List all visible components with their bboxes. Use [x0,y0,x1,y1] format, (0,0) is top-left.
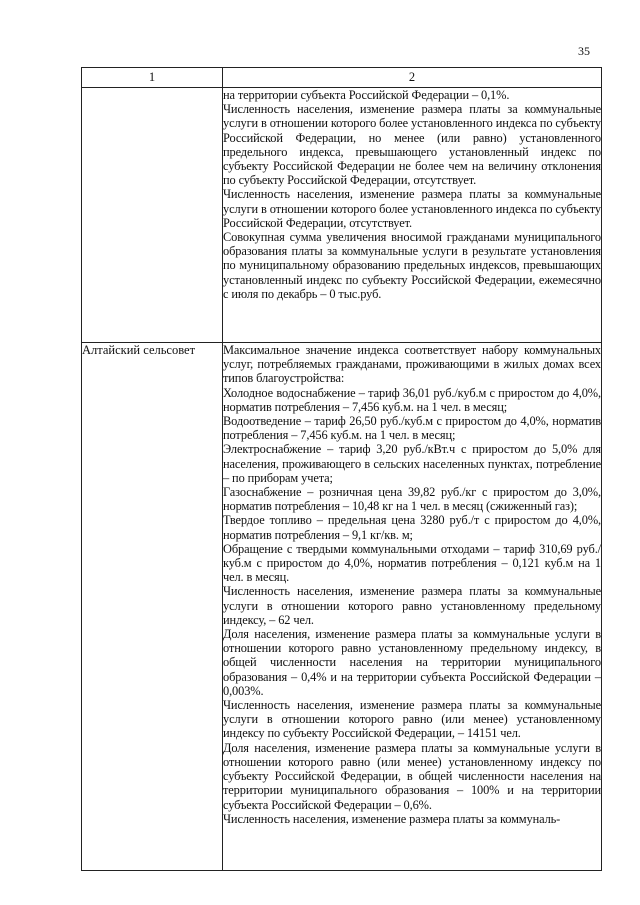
paragraph: Холодное водоснабжение – тариф 36,01 руб./куб.м с приростом до 4,0%, норматив потребления – 7,456 куб.м. на 1 чел. в месяц; [223,385,601,414]
paragraph: Обращение с твердыми коммунальными отходами – тариф 310,69 руб./куб.м с приростом до 4,0%, норматив потребления – 0,121 куб.м на 1 чел. в месяц. [223,541,601,585]
paragraph: Численность населения, изменение размера платы за коммуналь- [223,811,561,826]
paragraph: Доля населения, изменение размера платы за коммунальные услуги в отношении которого равно установленному предельному индексу, в общей численности населения на территории муниципального образования – 0,4% и на территории субъекта Российской Федерации – 0,003%. [223,627,601,698]
description-cell [223,88,602,343]
paragraph: Доля населения, изменение размера платы за коммунальные услуги в отношении которого равно (или менее) установленному индексу по субъекту Российской Федерации, в общей численности населения на территории муниципального образования – 100% и на территории субъекта Российской Федерации – 0,6%. [223,740,601,812]
paragraph: Совокупная сумма увеличения вносимой гражданами муниципального образования платы за коммунальные услуги в результате установления по муниципальному образованию предельных индексов, превышающих установленный индекс по субъекту Российской Федерации, ежемесячно с июля по декабрь – 0 тыс.руб. [223,230,601,301]
paragraph: Твердое топливо – предельная цена 3280 руб./т с приростом до 4,0%, норматив потребления – 9,1 кг/кв. м; [223,513,601,542]
paragraph: Численность населения, изменение размера платы за коммунальные услуги в отношении которого более установленного индекса по субъекту Российской Федерации, отсутствует. [223,187,601,230]
table-row [82,88,602,343]
column-header-2: 2 [223,68,602,88]
paragraph: Численность населения, изменение размера платы за коммунальные услуги в отношении которого равно (или менее) установленному индексу по субъекту Российской Федерации, – 14151 чел. [223,698,601,741]
document-table [81,67,602,871]
paragraph: на территории субъекта Российской Федерации – 0,1%. [223,88,510,102]
paragraph: Численность населения, изменение размера платы за коммунальные услуги в отношении которого равно установленному предельному индексу, – 62 чел. [223,584,601,627]
column-header-1: 1 [82,68,223,88]
paragraph: Максимальное значение индекса соответствует набору коммунальных услуг, потребляемых гражданами, проживающими в жилых домах всех типов благоустройства: [223,343,601,386]
paragraph: Газоснабжение – розничная цена 39,82 руб./кг с приростом до 3,0%, норматив потребления – 10,48 кг на 1 чел. в месяц (сжиженный газ); [223,485,601,514]
description-cell [223,343,602,871]
table-header-row [82,68,602,88]
paragraph: Водоотведение – тариф 26,50 руб./куб.м с приростом до 4,0%, норматив потребления – 7,456 куб.м. на 1 чел. в месяц; [223,414,601,443]
municipality-name-cell [82,88,223,343]
table-row [82,343,602,871]
paragraph: Электроснабжение – тариф 3,20 руб./кВт.ч с приростом до 5,0% для населения, проживающего в сельских населенных пунктах, потребление – по приборам учета; [223,442,601,485]
page-number: 35 [578,44,590,58]
paragraph: Численность населения, изменение размера платы за коммунальные услуги в отношении которого более установленного индекса по субъекту Российской Федерации, но менее (или равно) установленного предельного индекса, превышающего установленный индекс по субъекту Российской Федерации не более чем на величину отклонения по субъекту Российской Федерации, отсутствует. [223,102,601,188]
municipality-name-cell: Алтайский сельсовет [82,343,223,871]
